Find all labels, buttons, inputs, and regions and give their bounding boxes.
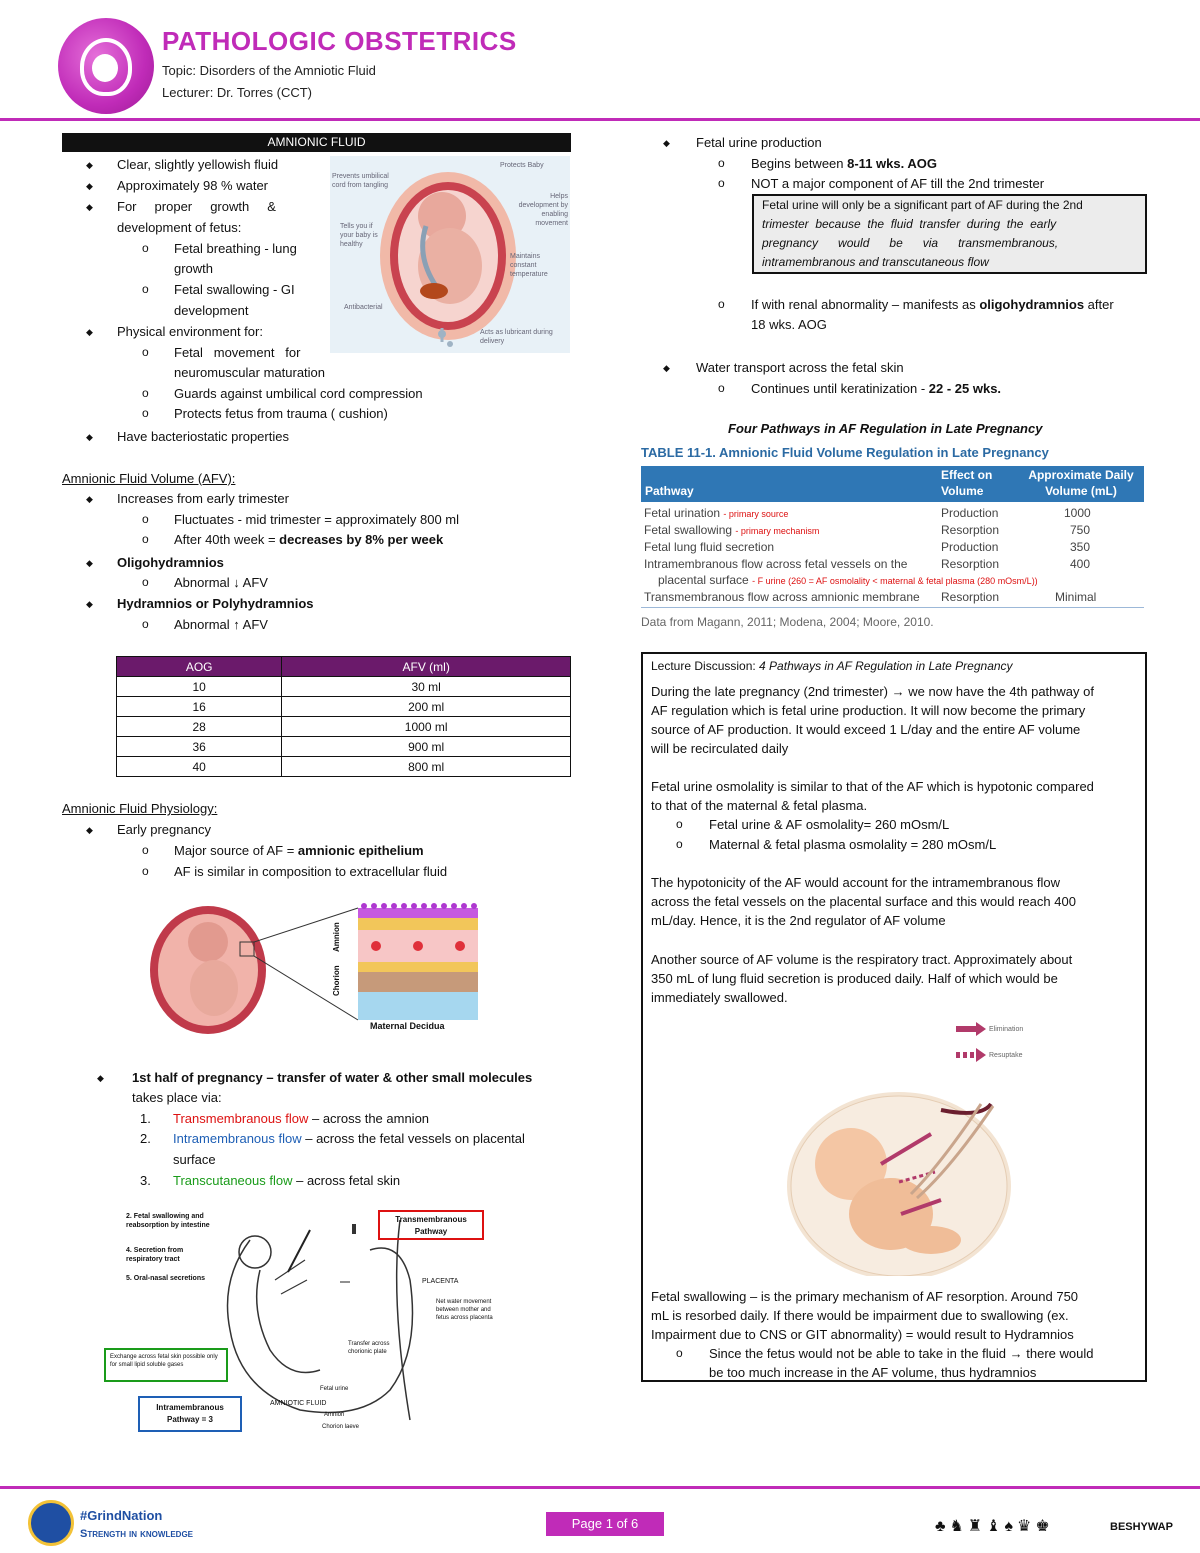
label-baby-healthy: Tells you if your baby is healthy [340, 223, 378, 248]
regulation-table-title: TABLE 11-1. Amnionic Fluid Volume Regulation in Late Pregnancy [641, 445, 1049, 460]
list-number: 3. [140, 1173, 151, 1188]
sub-bullet: o [142, 241, 149, 255]
label-antibacterial: Antibacterial [344, 304, 383, 311]
list-item: Continues until keratinization - 22 - 25 wks. [751, 381, 1002, 396]
list-item: Intramembranous flow – across the fetal vessels on placental [173, 1131, 525, 1146]
bullet: ◆ [86, 432, 93, 442]
table-header-aog: AOG [117, 657, 282, 677]
paragraph-line: mL is resorbed daily. If there would be impairment due to swallowing (ex. [651, 1308, 1069, 1323]
note-line: trimester because the fluid transfer during the early [762, 217, 1057, 231]
sub-bullet: o [718, 381, 725, 395]
paragraph-line: 350 mL of lung fluid secretion is produced daily. Half of which would be [651, 971, 1058, 986]
bullet: ◆ [86, 181, 93, 191]
list-item: Transmembranous flow – across the amnion [173, 1111, 430, 1126]
list-item: Approximately 98 % water [117, 178, 269, 193]
label-respiratory-secretion: 4. Secretion from respiratory tract [126, 1247, 184, 1263]
list-item: Since the fetus would not be able to take in the fluid → there would [709, 1346, 1094, 1361]
fetal-fluid-pathways-figure [100, 1200, 500, 1440]
label-amnion: Amnion [332, 922, 341, 952]
table-cell: Production [941, 506, 999, 520]
table-cell: Resorption [941, 557, 1000, 571]
paragraph-line: During the late pregnancy (2nd trimester) → we now have the 4th pathway of [651, 684, 1094, 699]
list-item: Fetal urine production [696, 135, 822, 150]
label-protects-baby: Protects Baby [500, 162, 544, 169]
header-effect: Effect on Volume [941, 468, 993, 498]
bullet: ◆ [86, 494, 93, 504]
table-row: Fetal swallowing - primary mechanism [644, 523, 820, 537]
section-heading-amnionic-fluid: AMNIONIC FLUID [62, 133, 571, 152]
paragraph-line: mL/day. Hence, it is the 2nd regulator of AF volume [651, 913, 946, 928]
label-skin-exchange: Exchange across fetal skin possible only for small lipid soluble gases [104, 1348, 228, 1382]
table-cell: 750 [1070, 523, 1091, 537]
lecture-discussion-box [641, 652, 1147, 1382]
bullet: ◆ [86, 599, 93, 609]
paragraph-line: immediately swallowed. [651, 990, 788, 1005]
list-item: Fetal movement for [174, 345, 301, 360]
list-item: Maternal & fetal plasma osmolality = 280 mOsm/L [709, 837, 997, 852]
label-helps-development: Helps development by enabling movement [518, 193, 568, 227]
sub-bullet: o [718, 156, 725, 170]
sub-bullet: o [142, 512, 149, 526]
list-item: Protects fetus from trauma ( cushion) [174, 406, 388, 421]
obstetrics-logo [58, 18, 154, 114]
regulation-table-header [641, 466, 1144, 502]
afv-heading: Amnionic Fluid Volume (AFV): [62, 471, 236, 486]
list-number: 2. [140, 1131, 151, 1146]
footer-tagline: Strength in knowledge [80, 1528, 193, 1540]
sub-bullet: o [676, 1346, 683, 1360]
label-placenta: PLACENTA [422, 1278, 459, 1285]
sub-bullet: o [142, 617, 149, 631]
footer-hashtag: #GrindNation [80, 1508, 163, 1523]
header-divider [0, 118, 1200, 121]
label-amniotic-fluid: AMNIOTIC FLUID [270, 1400, 327, 1407]
sub-bullet: o [142, 575, 149, 589]
list-item: For proper growth & [117, 199, 276, 214]
paragraph-line: AF regulation which is fetal urine production. It will now become the primary [651, 703, 1086, 718]
list-item: Physical environment for: [117, 324, 263, 339]
list-item: Early pregnancy [117, 822, 211, 837]
paragraph-line: will be recirculated daily [651, 741, 789, 756]
table-cell: Resorption [941, 523, 1000, 537]
list-item: Abnormal ↑ AFV [174, 617, 268, 632]
legend-elimination: Elimination [989, 1026, 1024, 1033]
amniotic-fluid-functions-figure [330, 156, 570, 353]
list-item: AF is similar in composition to extracellular fluid [174, 864, 448, 879]
table-cell: 400 [1070, 557, 1091, 571]
list-item: neuromuscular maturation [174, 365, 326, 380]
table-row: 40 800 ml [117, 757, 571, 777]
afv-by-aog-table [116, 656, 571, 777]
table-row: Intramembranous flow across fetal vessels on the [644, 557, 908, 571]
regulation-table-caption: Four Pathways in AF Regulation in Late Pregnancy [728, 421, 1043, 436]
list-item: Clear, slightly yellowish fluid [117, 157, 279, 172]
list-item: 18 wks. AOG [751, 317, 827, 332]
table-cell: Production [941, 540, 999, 554]
table-row: Transmembranous flow across amnionic membrane [644, 590, 920, 604]
table-header-afv: AFV (ml) [282, 657, 571, 677]
table-row: Fetal urination - primary source [644, 506, 789, 520]
list-item: 1st half of pregnancy – transfer of water & other small molecules [132, 1070, 533, 1085]
sub-bullet: o [718, 297, 725, 311]
table-rule [641, 607, 1144, 608]
table-cell: Minimal [1055, 590, 1097, 604]
label-amnion: Amnion [324, 1412, 345, 1418]
list-item: Water transport across the fetal skin [696, 360, 904, 375]
table-row: 16 200 ml [117, 697, 571, 717]
list-item: Fetal breathing - lung [174, 241, 297, 256]
sub-bullet: o [676, 817, 683, 831]
bullet: ◆ [663, 138, 670, 148]
paragraph-line: source of AF production. It would exceed 1 L/day and the entire AF volume [651, 722, 1081, 737]
label-prevents-tangling: Prevents umbilical cord from tangling [332, 173, 389, 189]
label-intramembranous-pathway: Intramembranous Pathway = 3 [138, 1396, 242, 1432]
table-row: Fetal lung fluid secretion [644, 540, 775, 554]
label-lubricant: Acts as lubricant during delivery [480, 329, 553, 345]
logo-baby-icon [92, 54, 118, 82]
sub-bullet: o [142, 282, 149, 296]
list-item: Oligohydramnios [117, 555, 224, 570]
paragraph-line: to that of the maternal & fetal plasma. [651, 798, 868, 813]
list-item: Major source of AF = amnionic epithelium [174, 843, 424, 858]
sub-bullet: o [142, 843, 149, 857]
list-item: NOT a major component of AF till the 2nd trimester [751, 176, 1045, 191]
note-line: pregnancy would be via transmembranous, [762, 236, 1059, 250]
bullet: ◆ [97, 1073, 104, 1083]
paragraph-line: Fetal urine osmolality is similar to that of the AF which is hypotonic compared [651, 779, 1094, 794]
sub-bullet: o [142, 864, 149, 878]
list-item: Abnormal ↓ AFV [174, 575, 268, 590]
footer-divider [0, 1486, 1200, 1489]
list-item: If with renal abnormality – manifests as oligohydramnios after [751, 297, 1114, 312]
list-item: Increases from early trimester [117, 491, 289, 506]
bullet: ◆ [86, 825, 93, 835]
label-transfer-chorionic: Transfer across chorionic plate [348, 1341, 390, 1355]
label-net-water-movement: Net water movement between mother and fetus across placenta [436, 1299, 493, 1321]
fetal-urine-note-box [752, 194, 1147, 274]
table-cell: Resorption [941, 590, 1000, 604]
paragraph-line: The hypotonicity of the AF would account for the intramembranous flow [651, 875, 1060, 890]
topic-line: Topic: Disorders of the Amniotic Fluid [162, 63, 376, 78]
sub-bullet: o [142, 406, 149, 420]
table-cell: 350 [1070, 540, 1091, 554]
list-item: Guards against umbilical cord compression [174, 386, 423, 401]
list-item: growth [174, 261, 214, 276]
header-pathway: Pathway [645, 484, 694, 498]
list-item: Fetal urine & AF osmolality= 260 mOsm/L [709, 817, 950, 832]
list-item: Fluctuates - mid trimester = approximately 800 ml [174, 512, 460, 527]
amnion-layers-illustration [148, 900, 478, 1035]
label-fetal-swallowing: 2. Fetal swallowing and reabsorption by intestine [126, 1213, 210, 1229]
list-item: Begins between 8-11 wks. AOG [751, 156, 937, 171]
lecturer-line: Lecturer: Dr. Torres (CCT) [162, 85, 313, 100]
page-header [0, 0, 1200, 120]
sub-bullet: o [718, 176, 725, 190]
sub-bullet: o [676, 837, 683, 851]
bullet: ◆ [86, 558, 93, 568]
label-fetal-urine: Fetal urine [320, 1386, 349, 1392]
list-item: surface [173, 1152, 216, 1167]
sub-bullet: o [142, 532, 149, 546]
list-item: takes place via: [132, 1090, 222, 1105]
bullet: ◆ [86, 202, 93, 212]
grindnation-logo [28, 1500, 74, 1546]
paragraph-line: Fetal swallowing – is the primary mechanism of AF resorption. Around 750 [651, 1289, 1079, 1304]
paragraph-line: Impairment due to CNS or GIT abnormality) = would result to Hydramnios [651, 1327, 1074, 1342]
list-item: After 40th week = decreases by 8% per week [174, 532, 444, 547]
list-number: 1. [140, 1111, 151, 1126]
legend-resuptake: Resuptake [989, 1052, 1023, 1059]
sub-bullet: o [142, 386, 149, 400]
paragraph-line: Another source of AF volume is the respiratory tract. Approximately about [651, 952, 1073, 967]
brand-icons: ♣♞♜♝♠♛♚ [935, 1518, 1054, 1535]
footer-brand: BESHYWAP [1110, 1521, 1173, 1533]
page-number: Page 1 of 6 [546, 1512, 664, 1536]
note-line: intramembranous and transcutaneous flow [762, 255, 989, 269]
sub-bullet: o [142, 345, 149, 359]
table-row: 10 30 ml [117, 677, 571, 697]
paragraph-line: across the fetal vessels on the placental surface and this would reach 400 [651, 894, 1076, 909]
list-item: be too much increase in the AF volume, thus hydramnios [709, 1365, 1037, 1380]
amnion-layers-figure [148, 900, 478, 1035]
list-item: Fetal swallowing - GI [174, 282, 295, 297]
label-oral-nasal: 5. Oral-nasal secretions [126, 1275, 205, 1282]
bullet: ◆ [86, 327, 93, 337]
table-row: 28 1000 ml [117, 717, 571, 737]
list-item: development [174, 303, 249, 318]
physiology-heading: Amnionic Fluid Physiology: [62, 801, 218, 816]
list-item: Hydramnios or Polyhydramnios [117, 596, 314, 611]
table-row: placental surface - F urine (260 = AF osmolality < maternal & fetal plasma (280 mOsm/L)) [658, 573, 1038, 587]
bullet: ◆ [663, 363, 670, 373]
label-transmembranous-pathway: Transmembranous Pathway [378, 1210, 484, 1240]
label-chorion-laeve: Chorion laeve [322, 1424, 360, 1430]
table-cell: 1000 [1064, 506, 1091, 520]
table-row: 36 900 ml [117, 737, 571, 757]
list-item: Have bacteriostatic properties [117, 429, 289, 444]
list-item: development of fetus: [117, 220, 242, 235]
lecture-title: Lecture Discussion: 4 Pathways in AF Regulation in Late Pregnancy [651, 659, 1013, 673]
page-title: PATHOLOGIC OBSTETRICS [162, 26, 517, 56]
label-maternal-decidua: Maternal Decidua [370, 1021, 445, 1031]
table-source: Data from Magann, 2011; Modena, 2004; Moore, 2010. [641, 615, 934, 629]
bullet: ◆ [86, 160, 93, 170]
label-maintains-temperature: Maintains constant temperature [510, 253, 548, 278]
header-volume: Approximate Daily Volume (mL) [1028, 468, 1134, 498]
list-item: Transcutaneous flow – across fetal skin [173, 1173, 401, 1188]
fetal-fluid-cycle-figure [781, 1014, 1027, 1276]
label-chorion: Chorion [332, 965, 341, 996]
note-line: Fetal urine will only be a significant part of AF during the 2nd [762, 198, 1083, 212]
